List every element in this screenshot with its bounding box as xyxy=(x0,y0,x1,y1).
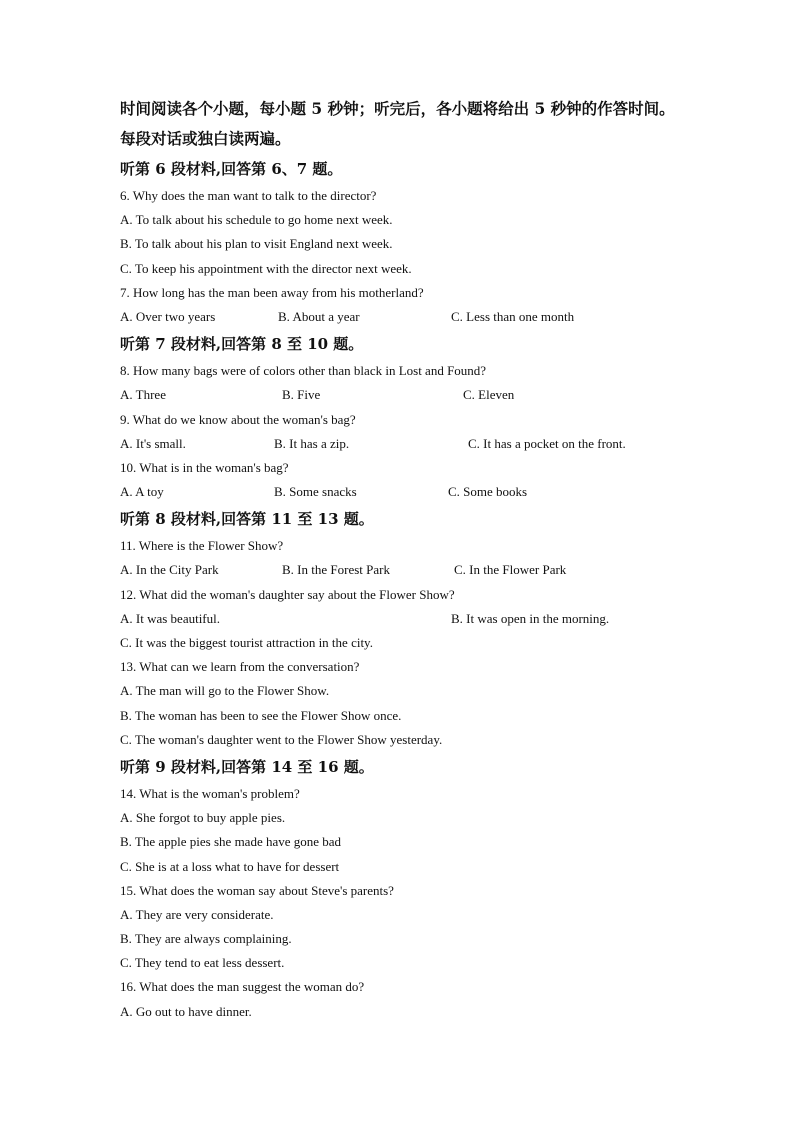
options-row xyxy=(120,480,720,504)
option: A. To talk about his schedule to go home next week. xyxy=(120,212,393,228)
option: C. They tend to eat less dessert. xyxy=(120,955,285,971)
question-8: 8. How many bags were of colors other than black in Lost and Found? xyxy=(120,363,487,379)
option: B. To talk about his plan to visit England next week. xyxy=(120,236,393,252)
question-13: 13. What can we learn from the conversation? xyxy=(120,659,360,675)
option: B. It has a zip. xyxy=(274,435,350,451)
options-row xyxy=(120,607,720,631)
option: B. Five xyxy=(282,387,321,403)
question-7: 7. How long has the man been away from his motherland? xyxy=(120,284,424,300)
option: C. She is at a loss what to have for dessert xyxy=(120,858,340,874)
intro-line-2: 每段对话或独白读两遍。 xyxy=(120,129,291,148)
exam-page xyxy=(120,94,720,1024)
section-8 xyxy=(120,504,720,752)
option: A. Go out to have dinner. xyxy=(120,1003,252,1019)
option: C. The woman's daughter went to the Flower Show yesterday. xyxy=(120,731,443,747)
option: B. They are always complaining. xyxy=(120,931,292,947)
option: C. Eleven xyxy=(463,387,515,403)
option: B. About a year xyxy=(278,308,360,324)
section-6 xyxy=(120,154,720,329)
option: C. To keep his appointment with the director next week. xyxy=(120,260,412,276)
section-header: 听第 6 段材料,回答第 6、7 题。 xyxy=(120,160,343,178)
option: B. In the Forest Park xyxy=(282,562,390,578)
option: A. The man will go to the Flower Show. xyxy=(120,683,330,699)
intro-line-1: 时间阅读各个小题，每小题 5 秒钟；听完后，各小题将给出 5 秒钟的作答时间。 xyxy=(120,99,675,118)
section-9 xyxy=(120,752,720,1024)
options-row xyxy=(120,305,720,329)
option: C. It was the biggest tourist attraction in the city. xyxy=(120,635,373,650)
question-9: 9. What do we know about the woman's bag? xyxy=(120,411,356,427)
options-row xyxy=(120,383,720,407)
option: C. It has a pocket on the front. xyxy=(468,435,626,451)
option: C. In the Flower Park xyxy=(454,562,567,578)
option: C. Less than one month xyxy=(451,308,575,324)
question-14: 14. What is the woman's problem? xyxy=(120,785,300,801)
question-10: 10. What is in the woman's bag? xyxy=(120,459,289,475)
option: A. Over two years xyxy=(120,308,216,324)
question-12: 12. What did the woman's daughter say about the Flower Show? xyxy=(120,586,455,602)
option: B. It was open in the morning. xyxy=(451,610,610,626)
question-6: 6. Why does the man want to talk to the director? xyxy=(120,188,377,203)
option: B. The woman has been to see the Flower Show once. xyxy=(120,707,402,723)
question-16: 16. What does the man suggest the woman do? xyxy=(120,979,365,995)
option: A. She forgot to buy apple pies. xyxy=(120,810,286,826)
option: A. It's small. xyxy=(120,435,186,451)
option: A. A toy xyxy=(120,484,164,500)
section-header: 听第 7 段材料,回答第 8 至 10 题。 xyxy=(120,335,364,354)
option: A. It was beautiful. xyxy=(120,610,221,626)
option: A. They are very considerate. xyxy=(120,906,274,922)
question-11: 11. Where is the Flower Show? xyxy=(120,538,284,554)
options-row xyxy=(120,558,720,582)
option: A. Three xyxy=(120,387,166,403)
options-row xyxy=(120,432,720,456)
option: A. In the City Park xyxy=(120,562,219,578)
option: B. Some snacks xyxy=(274,484,357,500)
section-header: 听第 9 段材料,回答第 14 至 16 题。 xyxy=(120,757,374,776)
section-header: 听第 8 段材料,回答第 11 至 13 题。 xyxy=(120,510,374,529)
option: C. Some books xyxy=(448,484,528,500)
question-15: 15. What does the woman say about Steve's parents? xyxy=(120,882,394,898)
section-7 xyxy=(120,329,720,504)
option: B. The apple pies she made have gone bad xyxy=(120,834,342,850)
